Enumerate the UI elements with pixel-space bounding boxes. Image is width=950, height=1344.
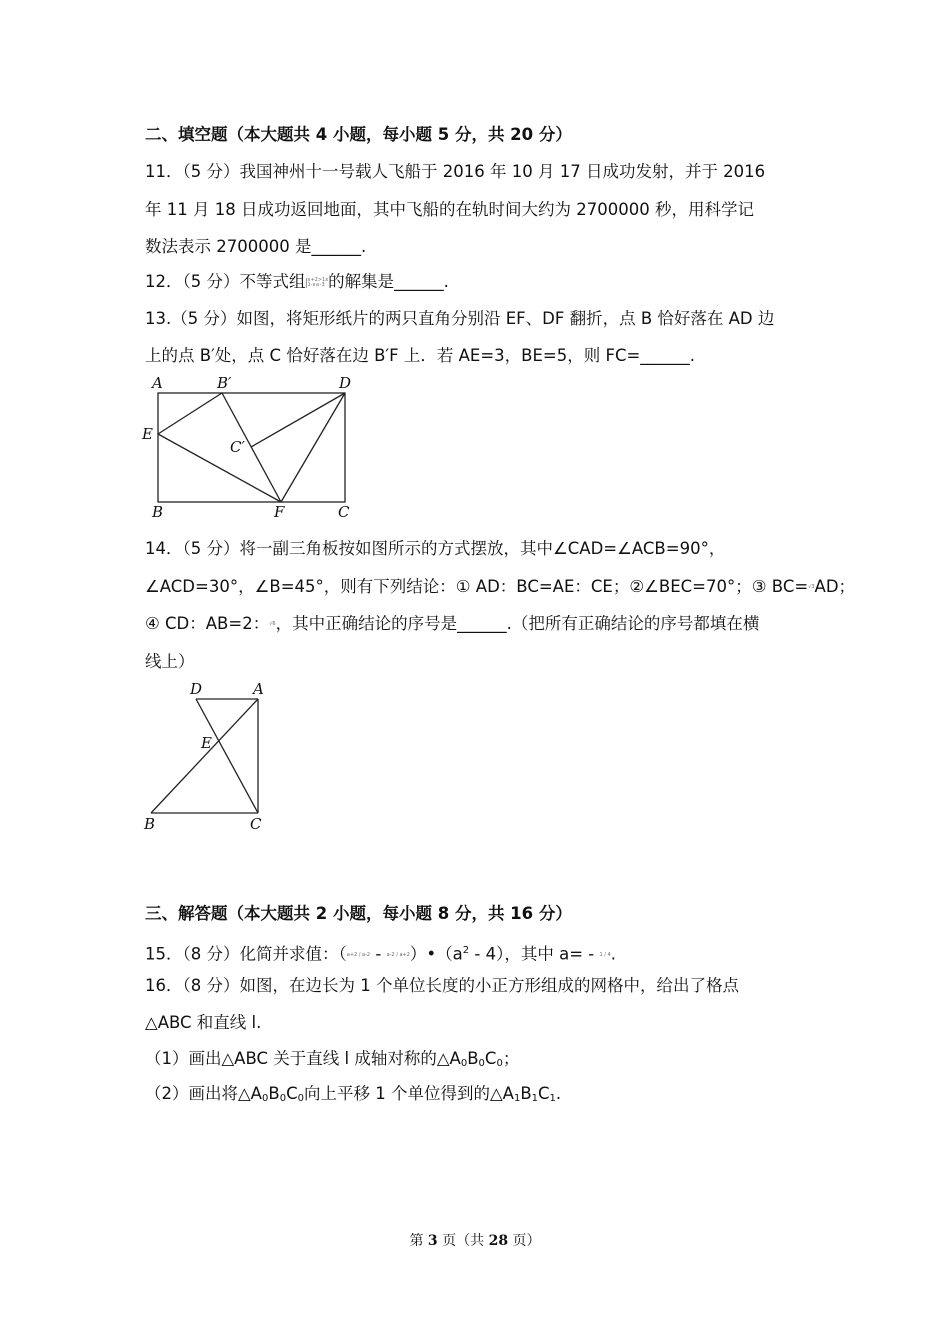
q13-line2: 上的点 B′处，点 C 恰好落在边 B′F 上．若 AE=3，BE=5，则 FC=______. (145, 346, 696, 365)
fraction-3: 1 / 4 (599, 951, 611, 958)
q16-part2-e: B (520, 1084, 532, 1103)
q11-line3: 数法表示 2700000 是______. (145, 237, 367, 256)
label-c: C (250, 815, 262, 833)
subscript: 1 (531, 1093, 539, 1104)
exponent: 2 (462, 945, 470, 956)
sqrt3: √3 (808, 584, 815, 590)
q14-line4: 线上） (145, 652, 195, 671)
q12-prefix: 12．（5 分）不等式组 (145, 272, 306, 291)
footer-b: 页（共 (437, 1233, 489, 1249)
q11-line2: 年 11 月 18 日成功返回地面，其中飞船的在轨时间大约为 2700000 秒，用科学记 (145, 200, 754, 219)
q14-line3 (145, 613, 759, 635)
label-a: A (152, 374, 163, 392)
label-c-prime: C′ (230, 438, 245, 456)
label-b: B (152, 503, 164, 521)
segment-eb (158, 393, 222, 434)
q16-part2-b: B (268, 1084, 280, 1103)
segment-df (281, 393, 345, 502)
page-total: 28 (488, 1233, 509, 1249)
section3-heading: 三、解答题（本大题共 2 小题，每小题 8 分，共 16 分） (145, 904, 572, 923)
label-f: F (274, 503, 285, 521)
subscript: 1 (513, 1093, 521, 1104)
label-c: C (338, 503, 350, 521)
subscript: 1 (549, 1093, 556, 1104)
subscript: 0 (261, 1093, 269, 1104)
page-number: 3 (427, 1233, 438, 1249)
label-d: D (339, 374, 352, 392)
q16-part1-b: B (467, 1049, 479, 1068)
label-a: A (253, 680, 264, 698)
q14-line3-a: ④ CD：AB=2： (145, 614, 270, 633)
label-e: E (142, 425, 153, 443)
segment-ba (151, 699, 258, 813)
q12-suffix: 的解集是______. (328, 272, 449, 291)
q14-line2 (145, 576, 855, 598)
footer-c: 页） (508, 1233, 541, 1249)
q11-line1: 11．（5 分）我国神州十一号载人飞船于 2016 年 10 月 17 日成功发射，并于 2016 (145, 162, 766, 181)
footer-a: 第 (409, 1233, 428, 1249)
label-b: B (144, 815, 156, 833)
label-e: E (201, 734, 212, 752)
q15-middle: ）•（a (409, 944, 463, 964)
q16-part2-d: 向上平移 1 个单位得到的△A (303, 1084, 514, 1103)
subscript: 0 (460, 1058, 468, 1069)
q12-line (145, 271, 449, 293)
subscript: 0 (478, 1058, 485, 1069)
q14-line2-b: AD； (814, 577, 856, 596)
label-d: D (190, 680, 203, 698)
q14-line3-b: ，其中正确结论的序号是______.（把所有正确结论的序号都填在横 (275, 614, 760, 633)
subscript: 0 (297, 1093, 304, 1104)
q16-part2-f: C (538, 1084, 550, 1103)
q15-after: - 4），其中 a= - (469, 944, 600, 964)
subscript: 0 (496, 1058, 503, 1069)
fraction-2: a-2 / a+2 (386, 951, 410, 958)
q13-figure (138, 372, 368, 522)
fraction-1: a+2 / a-2 (346, 951, 371, 958)
q14-line1: 14．（5 分）将一副三角板按如图所示的方式摆放，其中∠CAD=∠ACB=90°， (145, 539, 726, 558)
q16-part1-c: C (484, 1049, 497, 1068)
label-b-prime: B′ (217, 374, 232, 392)
q16-part1 (145, 1048, 519, 1075)
q14-line2-a: ∠ACD=30°，∠B=45°，则有下列结论：① AD：BC=AE：CE；②∠BEC=70°；③ BC= (145, 577, 809, 596)
q15-line (145, 940, 616, 966)
inequality-bottom: 1-x≤-3 (307, 281, 325, 288)
q13-line1: 13.（5 分）如图，将矩形纸片的两只直角分别沿 EF、DF 翻折，点 B 恰好落在 AD 边 (145, 309, 775, 328)
q16-line2: △ABC 和直线 l. (145, 1013, 262, 1032)
segment-dc (251, 393, 345, 447)
section2-heading: 二、填空题（本大题共 4 小题，每小题 5 分，共 20 分） (145, 125, 572, 144)
q16-part2-g: . (555, 1084, 562, 1103)
inequality-top: x+2>1x (307, 276, 329, 283)
q16-line1: 16．（8 分）如图，在边长为 1 个单位长度的小正方形组成的网格中，给出了格点 (145, 976, 739, 995)
sqrt6: √6 (269, 621, 276, 627)
q16-part1-a: （1）画出△ABC 关于直线 l 成轴对称的△A (145, 1049, 461, 1068)
q15-end: . (610, 944, 616, 964)
q15-minus: - (370, 944, 387, 964)
subscript: 0 (279, 1093, 287, 1104)
q16-part2-c: C (286, 1084, 298, 1103)
page-footer (0, 1230, 950, 1250)
q16-part1-d: ； (502, 1049, 520, 1068)
inequality-system (306, 278, 329, 288)
q16-part2-a: （2）画出将△A (145, 1084, 262, 1103)
q14-figure (138, 678, 278, 838)
q16-part2 (145, 1083, 561, 1110)
q15-prefix: 15．（8 分）化简并求值：（ (145, 944, 347, 964)
